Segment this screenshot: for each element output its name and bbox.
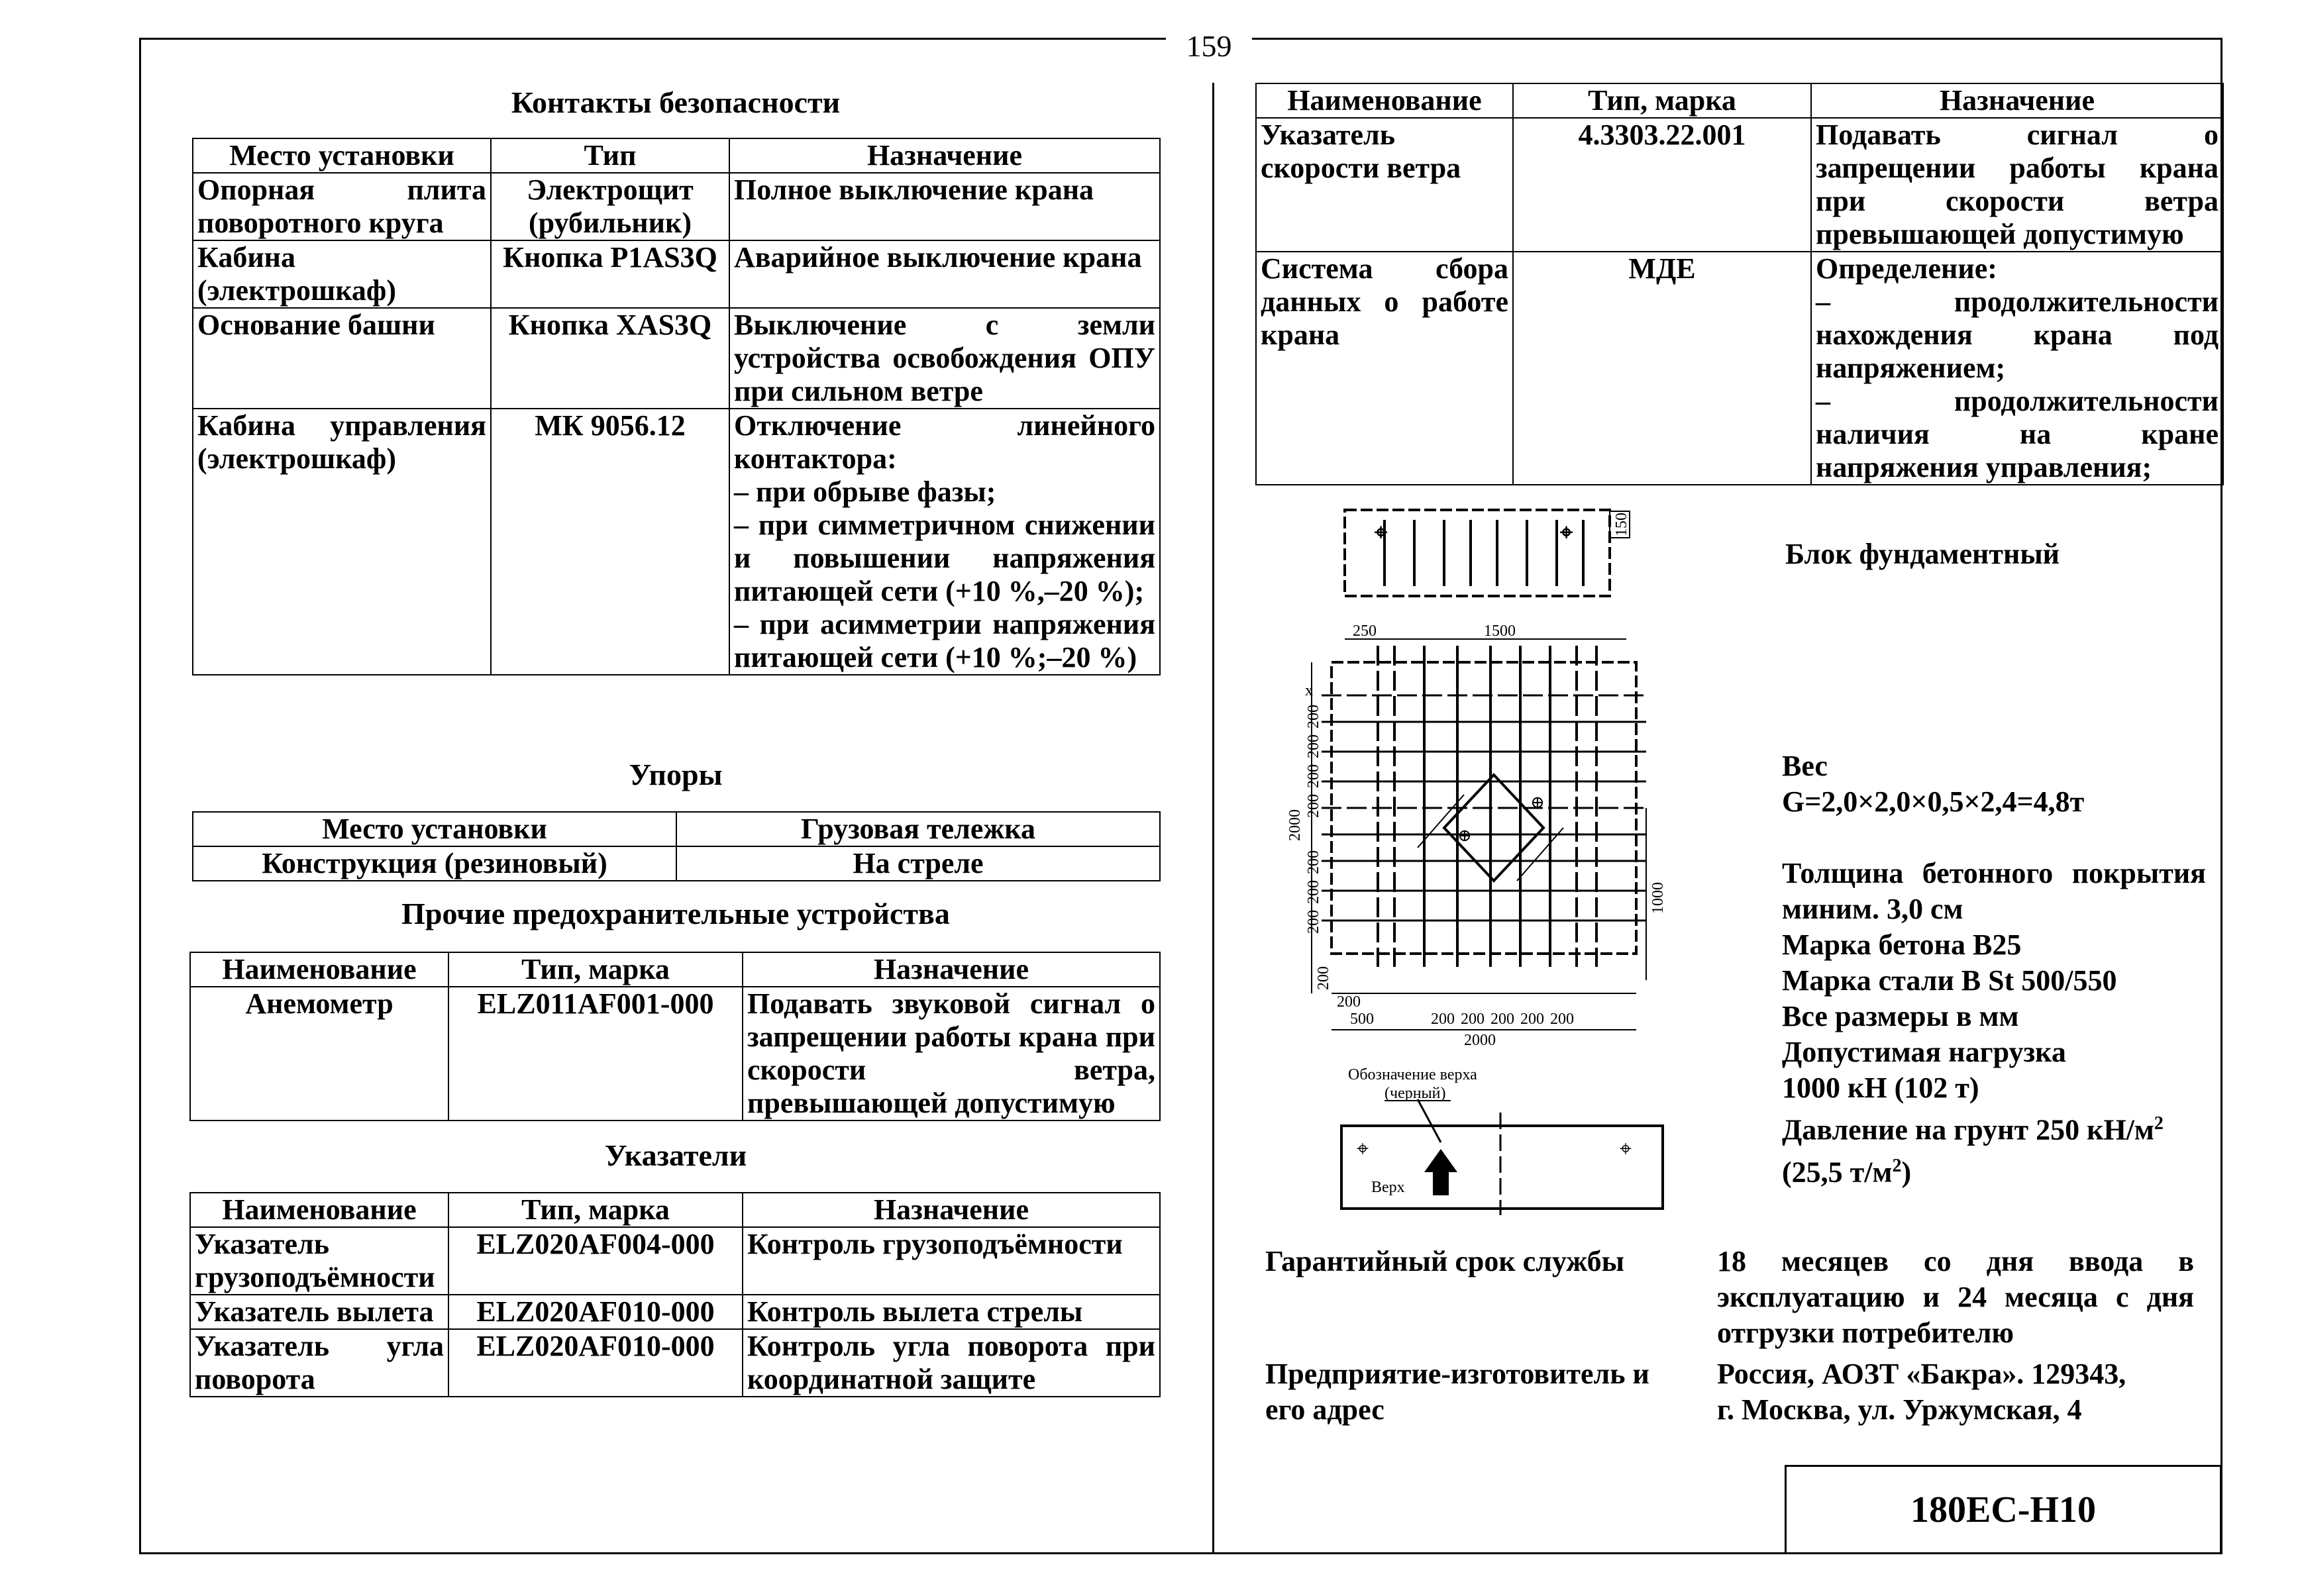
- table-row: [1256, 118, 2223, 252]
- foundation-plan-view: [1286, 623, 1667, 1049]
- indicators-table: [189, 1192, 1161, 1397]
- cell: Система сбора данных о работе крана: [1256, 252, 1513, 485]
- stops-title: Упоры: [629, 758, 723, 791]
- manufacturer-line: Россия, АОЗТ «Бакра». 129343,: [1717, 1358, 2126, 1390]
- other-devices-title: Прочие предохранительные устройства: [401, 897, 950, 930]
- dim-bottom-small: 200: [1337, 993, 1361, 1011]
- cell: ELZ020AF010-000: [448, 1295, 743, 1329]
- top-mark-caption-2: (черный): [1384, 1085, 1446, 1102]
- col-header: Наименование: [1256, 83, 1513, 118]
- dim-left-small: 200: [1305, 764, 1322, 788]
- dim-top-1500: 1500: [1484, 623, 1516, 640]
- other-devices-table: [189, 952, 1161, 1121]
- dim-top-250: 250: [1353, 623, 1377, 640]
- table-header-row: [190, 1193, 1160, 1227]
- dim-left-small: 200: [1305, 880, 1322, 904]
- safety-contacts-table: [192, 138, 1161, 675]
- indicators-title: Указатели: [604, 1138, 747, 1172]
- spec-line: Толщина бетонного покрытия миним. 3,0 см: [1782, 857, 2206, 925]
- cell: Кнопка XAS3Q: [491, 308, 729, 409]
- table-row: [193, 846, 1160, 881]
- cell: 4.3303.22.001: [1513, 118, 1811, 252]
- foundation-top-mark-view: [1341, 1066, 1663, 1215]
- cell: ELZ020AF004-000: [448, 1227, 743, 1295]
- right-devices-table: [1255, 83, 2224, 485]
- svg-text:⌖: ⌖: [1560, 521, 1573, 545]
- spec-line: Марка бетона В25: [1782, 928, 2022, 961]
- column-divider: [1212, 83, 1214, 1554]
- cell: Контроль угла поворота при координатной защите: [743, 1329, 1160, 1397]
- pressure-text: Давление на грунт 250 кН/м: [1782, 1113, 2154, 1146]
- svg-text:⌖: ⌖: [1357, 1136, 1369, 1160]
- dim-bottom-small: 200: [1461, 1011, 1485, 1028]
- dim-left-small: 200: [1315, 966, 1332, 990]
- table-header-row: [1256, 83, 2223, 118]
- cell: МК 9056.12: [491, 409, 729, 675]
- dim-bottom-small: 200: [1431, 1011, 1455, 1028]
- dim-left-2000: 2000: [1286, 809, 1304, 841]
- svg-text:⌖: ⌖: [1375, 521, 1388, 545]
- cell: ELZ011AF001-000: [448, 987, 743, 1121]
- axis-x-label: x: [1305, 682, 1313, 699]
- cell: На стреле: [676, 846, 1160, 881]
- pressure-sup: 2: [2154, 1113, 2164, 1134]
- foundation-drawing: [1265, 503, 1689, 1219]
- spec-line: Марка стали B St 500/550: [1782, 964, 2117, 997]
- pressure-line-1: [1782, 1106, 2206, 1148]
- svg-text:⊕: ⊕: [1530, 793, 1545, 812]
- cell: Основание башни: [193, 308, 491, 409]
- cell: Отключение линейного контактора: – при обрыве фазы; – при симметричном снижении и повышении напряжения питающей сети (+10 %,–20 %); – при асимметрии напряжения питающей сети (+10 %;–20 %): [729, 409, 1160, 675]
- spacer: [1782, 820, 2206, 856]
- cell: Указатель вылета: [190, 1295, 448, 1329]
- col-header: Тип: [491, 138, 729, 173]
- cell: Указатель грузоподъёмности: [190, 1227, 448, 1295]
- dim-bottom-small: 200: [1520, 1011, 1544, 1028]
- table-row: [190, 1329, 1160, 1397]
- pressure-sup: 2: [1892, 1155, 1902, 1176]
- dim-left-small: 200: [1305, 850, 1322, 874]
- table-row: [1256, 252, 2223, 485]
- dim-left-small: 200: [1305, 794, 1322, 818]
- cell: Анемометр: [190, 987, 448, 1121]
- cell: Полное выключение крана: [729, 173, 1160, 240]
- dim-left-small: 200: [1305, 910, 1322, 934]
- table-row: [190, 1227, 1160, 1295]
- table-row: [193, 308, 1160, 409]
- table-row: [193, 173, 1160, 240]
- cell: Кабина управления (электрошкаф): [193, 409, 491, 675]
- stops-table: [192, 811, 1161, 881]
- cell: Определение: – продолжительности нахождения крана под напряжением; – продолжительности наличия на кране напряжения управления;: [1811, 252, 2223, 485]
- foundation-side-view: [1345, 510, 1630, 596]
- cell: ELZ020AF010-000: [448, 1329, 743, 1397]
- warranty-label: Гарантийный срок службы: [1265, 1245, 1624, 1277]
- pressure-text: (25,5 т/м: [1782, 1156, 1893, 1189]
- col-header: Тип, марка: [448, 952, 743, 987]
- cell: Контроль вылета стрелы: [743, 1295, 1160, 1329]
- table-row: [190, 987, 1160, 1121]
- cell: Подавать сигнал о запрещении работы крана при скорости ветра превышающей допустимую: [1811, 118, 2223, 252]
- col-header: Тип, марка: [1513, 83, 1811, 118]
- table-row: [193, 240, 1160, 308]
- cell: Грузовая тележка: [676, 812, 1160, 846]
- col-header: Назначение: [1811, 83, 2223, 118]
- page-number: 159: [1166, 20, 1252, 73]
- cell: Электрощит (рубильник): [491, 173, 729, 240]
- top-label: Верх: [1371, 1179, 1405, 1196]
- manufacturer-label: Предприятие-изготовитель и его адрес: [1265, 1358, 1649, 1426]
- table-header-row: [193, 138, 1160, 173]
- col-header: Назначение: [729, 138, 1160, 173]
- table-row: [190, 1295, 1160, 1329]
- cell: Конструкция (резиновый): [193, 846, 676, 881]
- weight-formula: G=2,0×2,0×0,5×2,4=4,8т: [1782, 785, 2085, 818]
- cell: Опорная плита поворотного круга: [193, 173, 491, 240]
- col-header: Тип, марка: [448, 1193, 743, 1227]
- spec-line: Все размеры в мм: [1782, 1000, 2019, 1032]
- table-header-row: [190, 952, 1160, 987]
- up-arrow-icon: [1424, 1149, 1457, 1195]
- cell: Контроль грузоподъёмности: [743, 1227, 1160, 1295]
- spec-line: 1000 кН (102 т): [1782, 1072, 1979, 1104]
- cell: Подавать звуковой сигнал о запрещении работы крана при скорости ветра, превышающей допустимую: [743, 987, 1160, 1121]
- safety-contacts-title: Контакты безопасности: [511, 85, 841, 119]
- dim-bottom-small: 200: [1490, 1011, 1514, 1028]
- table-row: [193, 409, 1160, 675]
- dim-bottom-small: 500: [1350, 1011, 1374, 1028]
- cell: Указатель угла поворота: [190, 1329, 448, 1397]
- cell: Кнопка P1AS3Q: [491, 240, 729, 308]
- dim-height: 150: [1613, 513, 1630, 536]
- spec-line: Допустимая нагрузка: [1782, 1036, 2066, 1068]
- cell: Аварийное выключение крана: [729, 240, 1160, 308]
- top-mark-caption-1: Обозначение верха: [1348, 1066, 1477, 1083]
- foundation-title: Блок фундаментный: [1785, 538, 2060, 570]
- table-row: [193, 812, 1160, 846]
- svg-text:⌖: ⌖: [1620, 1136, 1632, 1160]
- col-header: Место установки: [193, 138, 491, 173]
- pressure-text: ): [1901, 1156, 1912, 1189]
- col-header: Наименование: [190, 952, 448, 987]
- warranty-value: 18 месяцев со дня ввода в эксплуатацию и 24 месяца с дня отгрузки потребителю: [1717, 1245, 2194, 1349]
- col-header: Наименование: [190, 1193, 448, 1227]
- cell: Место установки: [193, 812, 676, 846]
- dim-bottom-2000: 2000: [1464, 1032, 1496, 1049]
- dim-left-small: 200: [1305, 705, 1322, 728]
- foundation-specs: [1782, 748, 2206, 1190]
- dim-right-1000: 1000: [1649, 882, 1667, 914]
- doc-id: 180EC-H10: [1785, 1465, 2222, 1554]
- cell: Кабина (электрошкаф): [193, 240, 491, 308]
- col-header: Назначение: [743, 1193, 1160, 1227]
- cell: Выключение с земли устройства освобождения ОПУ при сильном ветре: [729, 308, 1160, 409]
- manufacturer-line: г. Москва, ул. Уржумская, 4: [1717, 1393, 2082, 1426]
- dim-bottom-small: 200: [1550, 1011, 1574, 1028]
- dim-left-small: 200: [1305, 734, 1322, 758]
- manufacturer-address: [1717, 1356, 2207, 1428]
- cell: МДЕ: [1513, 252, 1811, 485]
- pressure-line-2: [1782, 1148, 2206, 1191]
- col-header: Назначение: [743, 952, 1160, 987]
- weight-label: Вес: [1782, 750, 1828, 782]
- cell: Указатель скорости ветра: [1256, 118, 1513, 252]
- svg-text:⊕: ⊕: [1457, 826, 1472, 845]
